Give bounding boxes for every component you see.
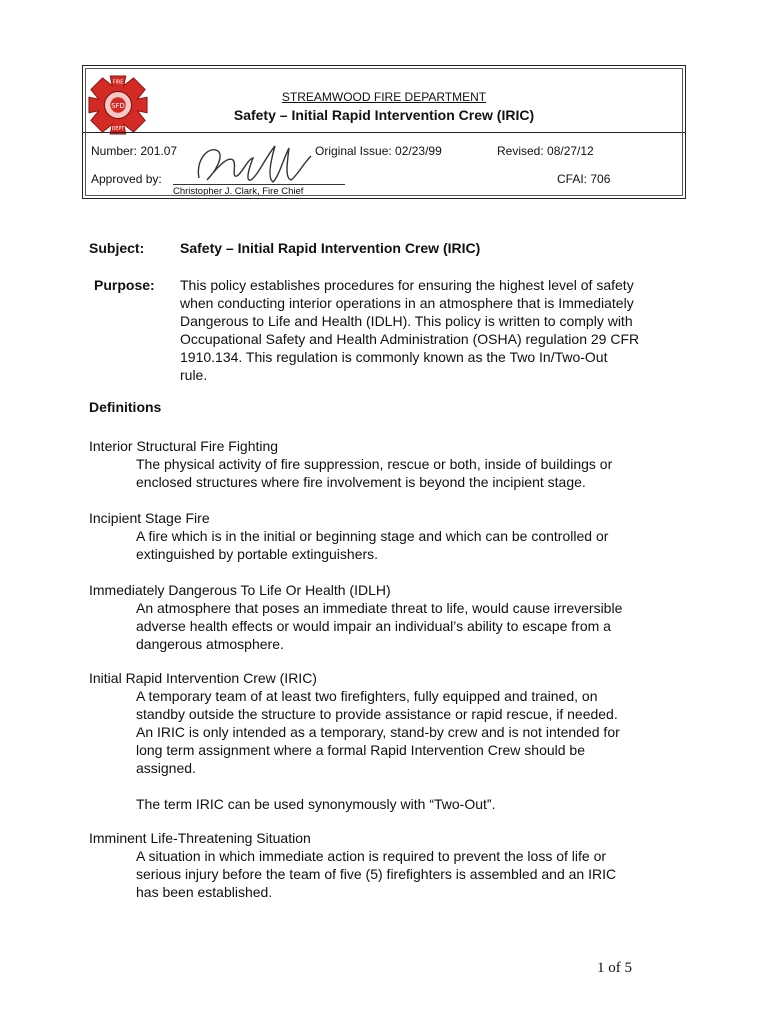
text-line: standby outside the structure to provide assistance or rapid rescue, if needed. (136, 706, 618, 722)
policy-title: Safety – Initial Rapid Intervention Crew (IRIC) (233, 107, 535, 123)
subject-label: Subject: (89, 240, 145, 256)
text-line: Occupational Safety and Health Administration (OSHA) regulation 29 CFR (180, 331, 640, 347)
text-line: 1910.134. This regulation is commonly known as the Two In/Two-Out (180, 349, 608, 365)
definition-text (136, 687, 620, 777)
svg-text:DEPT: DEPT (111, 127, 125, 133)
signature-line (173, 184, 345, 185)
svg-text:FIRE: FIRE (112, 80, 124, 86)
subject-text: Safety – Initial Rapid Intervention Crew (IRIC) (180, 240, 481, 256)
text-line: assigned. (136, 760, 196, 776)
definition-text (136, 599, 622, 653)
definition-term: Interior Structural Fire Fighting (89, 438, 279, 454)
policy-number: Number: 201.07 (91, 144, 178, 158)
text-line: rule. (180, 367, 208, 383)
definition-text (136, 527, 608, 563)
cfai-number: CFAI: 706 (557, 172, 611, 186)
text-line: Dangerous to Life and Health (IDLH). This policy is written to comply with (180, 313, 633, 329)
definition-text (136, 455, 612, 491)
text-line: This policy establishes procedures for ensuring the highest level of safety (180, 277, 634, 293)
purpose-paragraph (180, 276, 639, 384)
fire-department-logo (87, 74, 149, 136)
text-line: An IRIC is only intended as a temporary, stand-by crew and is not intended for (136, 724, 620, 740)
definitions-heading: Definitions (89, 399, 162, 415)
svg-text:SFD: SFD (111, 101, 125, 110)
text-line: The physical activity of fire suppression, rescue or both, inside of buildings or (136, 456, 613, 472)
definition-term: Incipient Stage Fire (89, 510, 210, 526)
text-line: extinguished by portable extinguishers. (136, 546, 379, 562)
text-line: serious injury before the team of five (5) firefighters is assembled and an IRIC (136, 866, 617, 882)
text-line: enclosed structures where fire involvement is beyond the incipient stage. (136, 474, 586, 490)
definition-term: Initial Rapid Intervention Crew (IRIC) (89, 670, 317, 686)
approved-by-label: Approved by: (91, 172, 162, 186)
text-line: A temporary team of at least two firefighters, fully equipped and trained, on (136, 688, 598, 704)
purpose-label: Purpose: (94, 277, 155, 293)
definition-term: Immediately Dangerous To Life Or Health (IDLH) (89, 582, 391, 598)
text-line: long term assignment where a formal Rapid Intervention Crew should be (136, 742, 586, 758)
page-number: 1 of 5 (597, 960, 632, 976)
definition-note: The term IRIC can be used synonymously with “Two-Out”. (136, 796, 496, 812)
original-issue-date: Original Issue: 02/23/99 (315, 144, 442, 158)
text-line: dangerous atmosphere. (136, 636, 284, 652)
signature-image (193, 138, 323, 194)
definition-text (136, 847, 616, 901)
revised-date: Revised: 08/27/12 (497, 144, 594, 158)
text-line: A situation in which immediate action is required to prevent the loss of life or (136, 848, 607, 864)
document-header (82, 65, 686, 199)
header-divider (83, 132, 685, 133)
text-line: An atmosphere that poses an immediate threat to life, would cause irreversible (136, 600, 623, 616)
text-line: when conducting interior operations in an atmosphere that is Immediately (180, 295, 634, 311)
text-line: A fire which is in the initial or beginning stage and which can be controlled or (136, 528, 609, 544)
approver-name: Christopher J. Clark, Fire Chief (173, 186, 304, 197)
text-line: has been established. (136, 884, 273, 900)
text-line: adverse health effects or would impair an individual’s ability to escape from a (136, 618, 611, 634)
department-name: STREAMWOOD FIRE DEPARTMENT (281, 90, 487, 104)
definition-term: Imminent Life-Threatening Situation (89, 830, 311, 846)
